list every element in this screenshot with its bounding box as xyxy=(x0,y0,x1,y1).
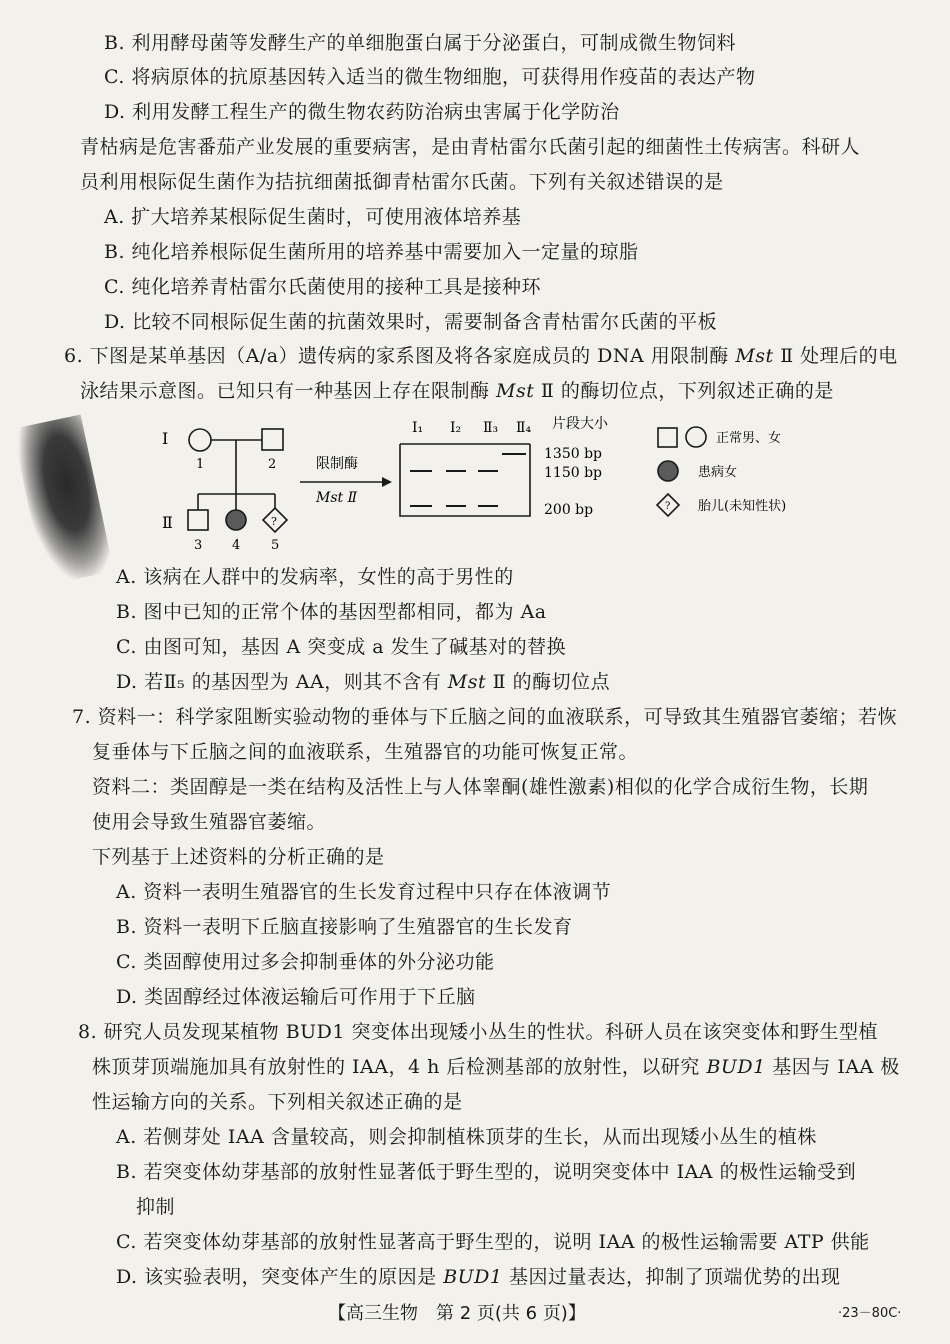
pedigree-electrophoresis-figure xyxy=(150,404,850,556)
q6-option-d: D. 若Ⅱ₅ 的基因型为 AA，则其不含有 Mst Ⅱ 的酶切位点 xyxy=(116,671,611,693)
svg-text:2: 2 xyxy=(268,457,277,472)
q6-option-c: C. 由图可知，基因 A 突变成 a 发生了碱基对的替换 xyxy=(116,636,567,658)
svg-text:?: ? xyxy=(271,515,277,528)
svg-text:1: 1 xyxy=(196,457,205,472)
lane-label-2: Ⅰ₂ xyxy=(450,420,462,436)
legend-affected-female-icon xyxy=(658,461,678,481)
lane-label-4: Ⅱ₄ xyxy=(516,420,532,436)
q7-option-a: A. 资料一表明生殖器官的生长发育过程中只存在体液调节 xyxy=(116,881,612,903)
arrow-label-top: 限制酶 xyxy=(316,456,358,472)
svg-text:5: 5 xyxy=(271,538,280,553)
q8-option-b-line2: 抑制 xyxy=(136,1196,176,1218)
fragment-size-header: 片段大小 xyxy=(552,416,608,432)
lane-label-1: Ⅰ₁ xyxy=(412,420,424,436)
q6-stem-line1: 6. 下图是某单基因（A/a）遗传病的家系图及将各家庭成员的 DNA 用限制酶 Mst Ⅱ 处理后的电 xyxy=(64,345,898,367)
q6-stem-line2: 泳结果示意图。已知只有一种基因上存在限制酶 Mst Ⅱ 的酶切位点，下列叙述正确的是 xyxy=(80,380,834,402)
legend-affected-label: 患病女 xyxy=(698,465,738,480)
generation-1-label: Ⅰ xyxy=(162,429,169,448)
arrow-label-bottom: Mst Ⅱ xyxy=(316,490,358,506)
q7-option-b: B. 资料一表明下丘脑直接影响了生殖器官的生长发育 xyxy=(116,916,573,938)
q5-stem-line2: 员利用根际促生菌作为拮抗细菌抵御青枯雷尔氏菌。下列有关叙述错误的是 xyxy=(80,171,724,193)
svg-text:3: 3 xyxy=(194,538,203,553)
pedigree-individual-2 xyxy=(262,429,283,450)
q5-option-d: D. 比较不同根际促生菌的抗菌效果时，需要制备含青枯雷尔氏菌的平板 xyxy=(104,311,718,333)
legend-normal-female-icon xyxy=(686,427,706,447)
q5-stem-line1: 青枯病是危害番茄产业发展的重要病害，是由青枯雷尔氏菌引起的细菌性土传病害。科研人 xyxy=(80,136,861,158)
svg-text:4: 4 xyxy=(232,538,241,553)
q5-option-b: B. 纯化培养根际促生菌所用的培养基中需要加入一定量的琼脂 xyxy=(104,241,639,263)
band-size-1350: 1350 bp xyxy=(544,446,603,462)
page-footer: 【高三生物 第 2 页(共 6 页)】 xyxy=(328,1303,586,1324)
q8-option-c: C. 若突变体幼芽基部的放射性显著高于野生型的，说明 IAA 的极性运输需要 ATP 供能 xyxy=(116,1231,870,1253)
q7-material2-line2: 使用会导致生殖器官萎缩。 xyxy=(92,811,327,833)
scan-smudge xyxy=(12,414,114,585)
q7-material1-line2: 复垂体与下丘脑之间的血液联系，生殖器官的功能可恢复正常。 xyxy=(92,741,639,763)
q7-option-d: D. 类固醇经过体液运输后可作用于下丘脑 xyxy=(116,986,476,1008)
q8-stem-line2: 株顶芽顶端施加具有放射性的 IAA，4 h 后检测基部的放射性，以研究 BUD1 基因与 IAA 极 xyxy=(92,1056,900,1078)
generation-2-label: Ⅱ xyxy=(162,513,173,532)
q6-option-a: A. 该病在人群中的发病率，女性的高于男性的 xyxy=(116,566,514,588)
legend-fetus-label: 胎儿(未知性状) xyxy=(698,499,787,514)
q7-question: 下列基于上述资料的分析正确的是 xyxy=(92,846,385,868)
q5-option-c: C. 纯化培养青枯雷尔氏菌使用的接种工具是接种环 xyxy=(104,276,541,298)
q4-option-c: C. 将病原体的抗原基因转入适当的微生物细胞，可获得用作疫苗的表达产物 xyxy=(104,66,756,88)
legend-normal-male-icon xyxy=(658,428,677,447)
q4-option-b: B. 利用酵母菌等发酵生产的单细胞蛋白属于分泌蛋白，可制成微生物饲料 xyxy=(104,32,737,54)
q5-option-a: A. 扩大培养某根际促生菌时，可使用液体培养基 xyxy=(104,206,522,228)
svg-text:?: ? xyxy=(665,501,671,512)
q7-material1-line1: 7. 资料一：科学家阻断实验动物的垂体与下丘脑之间的血液联系，可导致其生殖器官萎缩；若恢 xyxy=(72,706,898,728)
pedigree-individual-3 xyxy=(188,510,208,530)
band-size-200: 200 bp xyxy=(544,502,594,518)
q8-option-d: D. 该实验表明，突变体产生的原因是 BUD1 基因过量表达，抑制了顶端优势的出现 xyxy=(116,1266,841,1288)
paper-code: ·23－80C· xyxy=(838,1306,902,1321)
q8-option-a: A. 若侧芽处 IAA 含量较高，则会抑制植株顶芽的生长，从而出现矮小丛生的植株 xyxy=(116,1126,817,1148)
band-size-1150: 1150 bp xyxy=(544,465,603,481)
lane-label-3: Ⅱ₃ xyxy=(483,420,499,436)
pedigree-individual-4 xyxy=(226,510,246,530)
q4-option-d: D. 利用发酵工程生产的微生物农药防治病虫害属于化学防治 xyxy=(104,101,620,123)
legend-normal-label: 正常男、女 xyxy=(716,431,782,446)
pedigree-individual-1 xyxy=(189,429,211,451)
q8-option-b-line1: B. 若突变体幼芽基部的放射性显著低于野生型的，说明突变体中 IAA 的极性运输受到 xyxy=(116,1161,857,1183)
q8-stem-line3: 性运输方向的关系。下列相关叙述正确的是 xyxy=(92,1091,463,1113)
q8-stem-line1: 8. 研究人员发现某植物 BUD1 突变体出现矮小丛生的性状。科研人员在该突变体和野生型植 xyxy=(78,1021,879,1043)
q7-option-c: C. 类固醇使用过多会抑制垂体的外分泌功能 xyxy=(116,951,495,973)
q6-option-b: B. 图中已知的正常个体的基因型都相同，都为 Aa xyxy=(116,601,547,623)
q7-material2-line1: 资料二：类固醇是一类在结构及活性上与人体睾酮(雄性激素)相似的化学合成衍生物，长期 xyxy=(92,776,869,798)
